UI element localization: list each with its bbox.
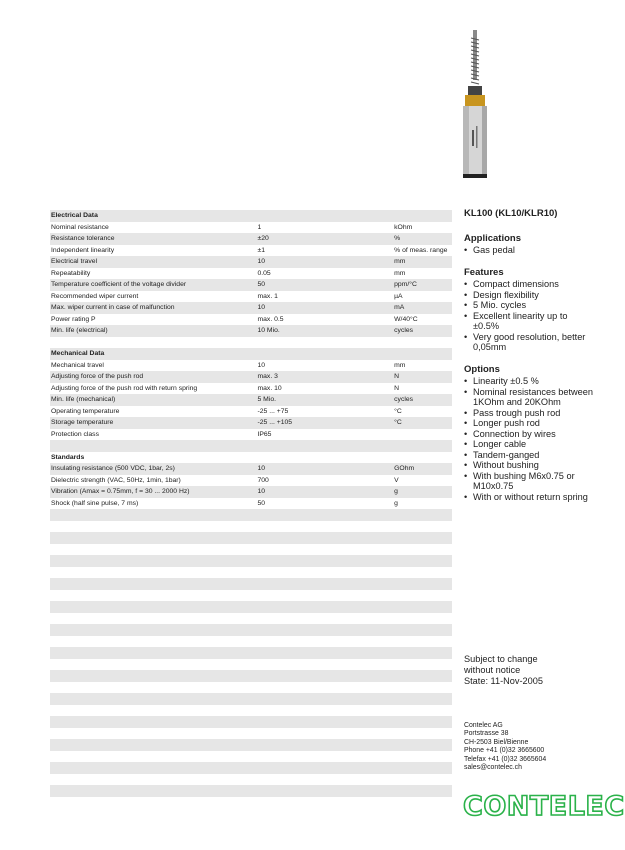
value-cell: 50 <box>257 499 266 507</box>
empty-row <box>50 682 452 694</box>
empty-row <box>50 728 452 740</box>
parameter-cell: Mechanical travel <box>51 361 104 369</box>
table-row <box>50 222 452 234</box>
parameter-cell: Vibration (Amax = 0.75mm, f = 30 ... 2000 Hz) <box>51 488 190 495</box>
applications-title: Applications <box>464 232 522 244</box>
empty-row <box>50 739 452 751</box>
table-row <box>50 406 452 418</box>
table-row <box>50 498 452 510</box>
notice-line: without notice <box>464 664 521 675</box>
value-cell: IP65 <box>257 430 272 438</box>
empty-row <box>50 670 452 682</box>
parameter-cell: Max. wiper current in case of malfunction <box>51 304 175 311</box>
features-list <box>464 279 594 353</box>
parameter-cell: Temperature coefficient of the voltage divider <box>51 281 187 288</box>
value-cell: max. 10 <box>257 384 282 392</box>
value-cell: 10 Mio. <box>257 327 280 334</box>
empty-row <box>50 567 452 579</box>
empty-row <box>50 751 452 763</box>
value-cell: 10 <box>257 488 266 495</box>
value-cell: 10 <box>257 304 266 311</box>
table-row <box>50 394 452 406</box>
value-cell: 0.05 <box>257 269 271 277</box>
parameter-cell: Adjusting force of the push rod with return spring <box>51 384 198 392</box>
empty-row <box>50 578 452 590</box>
product-photo <box>452 20 498 185</box>
empty-row <box>50 797 452 809</box>
company-address <box>464 722 546 772</box>
section-title: Electrical Data <box>51 212 98 219</box>
specification-table <box>50 210 452 808</box>
unit-cell: g <box>394 488 398 495</box>
email-link[interactable]: sales@contelec.ch <box>464 764 522 772</box>
unit-cell: % of meas. range <box>394 246 448 254</box>
notice-line: Subject to change <box>464 654 538 664</box>
table-row <box>50 383 452 395</box>
unit-cell: V <box>394 476 399 484</box>
contelec-logo: CONTELEC <box>463 791 625 822</box>
list-item: • Nominal resistances between 1KOhm and 20KOhm <box>464 387 594 408</box>
company-name: Contelec AG <box>464 722 503 729</box>
list-item: • Pass trough push rod <box>464 408 594 419</box>
parameter-cell: Dielectric strength (VAC, 50Hz, 1min, 1bar) <box>51 476 181 484</box>
table-row <box>50 233 452 245</box>
table-row <box>50 360 452 372</box>
value-cell: ±20 <box>257 235 269 242</box>
empty-row <box>50 762 452 774</box>
unit-cell: cycles <box>394 327 414 334</box>
parameter-cell: Resistance tolerance <box>51 235 115 242</box>
table-row <box>50 325 452 337</box>
unit-cell: mm <box>394 269 406 277</box>
list-item: • Excellent linearity up to ±0.5% <box>464 311 594 332</box>
empty-row <box>50 544 452 556</box>
list-item: • Longer push rod <box>464 418 594 429</box>
parameter-cell: Power rating P <box>51 315 96 323</box>
unit-cell: % <box>394 235 401 242</box>
table-row <box>50 475 452 487</box>
value-cell: 700 <box>257 476 269 484</box>
list-item: • Connection by wires <box>464 429 594 440</box>
list-item: • With or without return spring <box>464 492 594 503</box>
parameter-cell: Storage temperature <box>51 419 114 426</box>
value-cell: 50 <box>257 281 266 288</box>
empty-row <box>50 659 452 671</box>
parameter-cell: Min. life (electrical) <box>51 327 108 334</box>
fax: Telefax +41 (0)32 3665604 <box>464 755 547 763</box>
empty-row <box>50 716 452 728</box>
empty-row <box>50 555 452 567</box>
empty-row <box>50 647 452 659</box>
section-header <box>50 452 452 464</box>
value-cell: max. 3 <box>257 373 278 380</box>
unit-cell: N <box>394 384 400 392</box>
street: Portstrasse 38 <box>464 730 509 738</box>
options-title: Options <box>464 363 500 375</box>
empty-row <box>50 613 452 625</box>
table-row <box>50 245 452 257</box>
change-notice <box>464 654 543 686</box>
list-item: • Very good resolution, better 0,05mm <box>464 332 594 353</box>
empty-row <box>50 440 452 452</box>
value-cell: -25 ... +75 <box>257 407 289 415</box>
unit-cell: cycles <box>394 396 414 403</box>
applications-list <box>464 245 594 256</box>
value-cell: 10 <box>257 361 266 369</box>
table-row <box>50 268 452 280</box>
unit-cell: W/40°C <box>394 315 418 323</box>
list-item: • Linearity ±0.5 % <box>464 376 594 387</box>
parameter-cell: Shock (half sine pulse, 7 ms) <box>51 499 139 507</box>
value-cell: -25 ... +105 <box>257 419 293 426</box>
empty-row <box>50 601 452 613</box>
empty-row <box>50 521 452 533</box>
section-header <box>50 210 452 222</box>
empty-row <box>50 509 452 521</box>
list-item: • Tandem-ganged <box>464 450 594 461</box>
value-cell: 1 <box>257 223 262 231</box>
table-row <box>50 429 452 441</box>
unit-cell: mm <box>394 361 406 369</box>
unit-cell: µA <box>394 292 403 300</box>
unit-cell: °C <box>394 407 402 415</box>
table-row <box>50 463 452 475</box>
list-item: • Compact dimensions <box>464 279 594 290</box>
table-row <box>50 279 452 291</box>
empty-row <box>50 705 452 717</box>
unit-cell: N <box>394 373 400 380</box>
unit-cell: ppm/°C <box>394 281 417 288</box>
empty-row <box>50 532 452 544</box>
list-item: • 5 Mio. cycles <box>464 300 594 311</box>
value-cell: max. 1 <box>257 292 278 300</box>
features-title: Features <box>464 266 504 278</box>
section-header <box>50 348 452 360</box>
unit-cell: mm <box>394 258 406 265</box>
table-row <box>50 417 452 429</box>
unit-cell: GOhm <box>394 465 415 472</box>
table-row <box>50 256 452 268</box>
parameter-cell: Nominal resistance <box>51 223 109 231</box>
value-cell: 5 Mio. <box>257 396 276 403</box>
parameter-cell: Recommended wiper current <box>51 292 139 300</box>
list-item: • Longer cable <box>464 439 594 450</box>
list-item: • With bushing M6x0.75 or M10x0.75 <box>464 471 594 492</box>
table-row <box>50 486 452 498</box>
value-cell: max. 0.5 <box>257 315 284 323</box>
phone: Phone +41 (0)32 3665600 <box>464 747 545 755</box>
empty-row <box>50 590 452 602</box>
list-item: • Gas pedal <box>464 245 594 256</box>
list-item: • Design flexibility <box>464 290 594 301</box>
notice-date: State: 11-Nov-2005 <box>464 675 543 686</box>
unit-cell: °C <box>394 419 402 426</box>
empty-row <box>50 337 452 349</box>
parameter-cell: Independent linearity <box>51 246 115 254</box>
product-title: KL100 (KL10/KLR10) <box>464 208 558 219</box>
empty-row <box>50 693 452 705</box>
unit-cell: kOhm <box>394 223 413 231</box>
parameter-cell: Adjusting force of the push rod <box>51 373 144 380</box>
value-cell: 10 <box>257 465 266 472</box>
product-summary <box>464 209 594 514</box>
unit-cell: g <box>394 499 398 507</box>
table-row <box>50 314 452 326</box>
empty-row <box>50 636 452 648</box>
table-row <box>50 291 452 303</box>
parameter-cell: Protection class <box>51 430 99 438</box>
value-cell: 10 <box>257 258 266 265</box>
value-cell: ±1 <box>257 246 265 254</box>
table-row <box>50 371 452 383</box>
parameter-cell: Min. life (mechanical) <box>51 396 116 403</box>
table-row <box>50 302 452 314</box>
empty-row <box>50 785 452 797</box>
parameter-cell: Electrical travel <box>51 258 98 265</box>
unit-cell: mA <box>394 304 405 311</box>
empty-row <box>50 624 452 636</box>
city: CH-2503 Biel/Bienne <box>464 738 529 746</box>
section-title: Mechanical Data <box>51 350 105 357</box>
parameter-cell: Operating temperature <box>51 407 120 415</box>
list-item: • Without bushing <box>464 460 594 471</box>
unit-cell <box>394 429 452 441</box>
options-list <box>464 376 594 502</box>
section-title: Standards <box>51 453 85 461</box>
parameter-cell: Repeatability <box>51 269 91 277</box>
empty-row <box>50 774 452 786</box>
parameter-cell: Insulating resistance (500 VDC, 1bar, 2s) <box>51 465 175 472</box>
